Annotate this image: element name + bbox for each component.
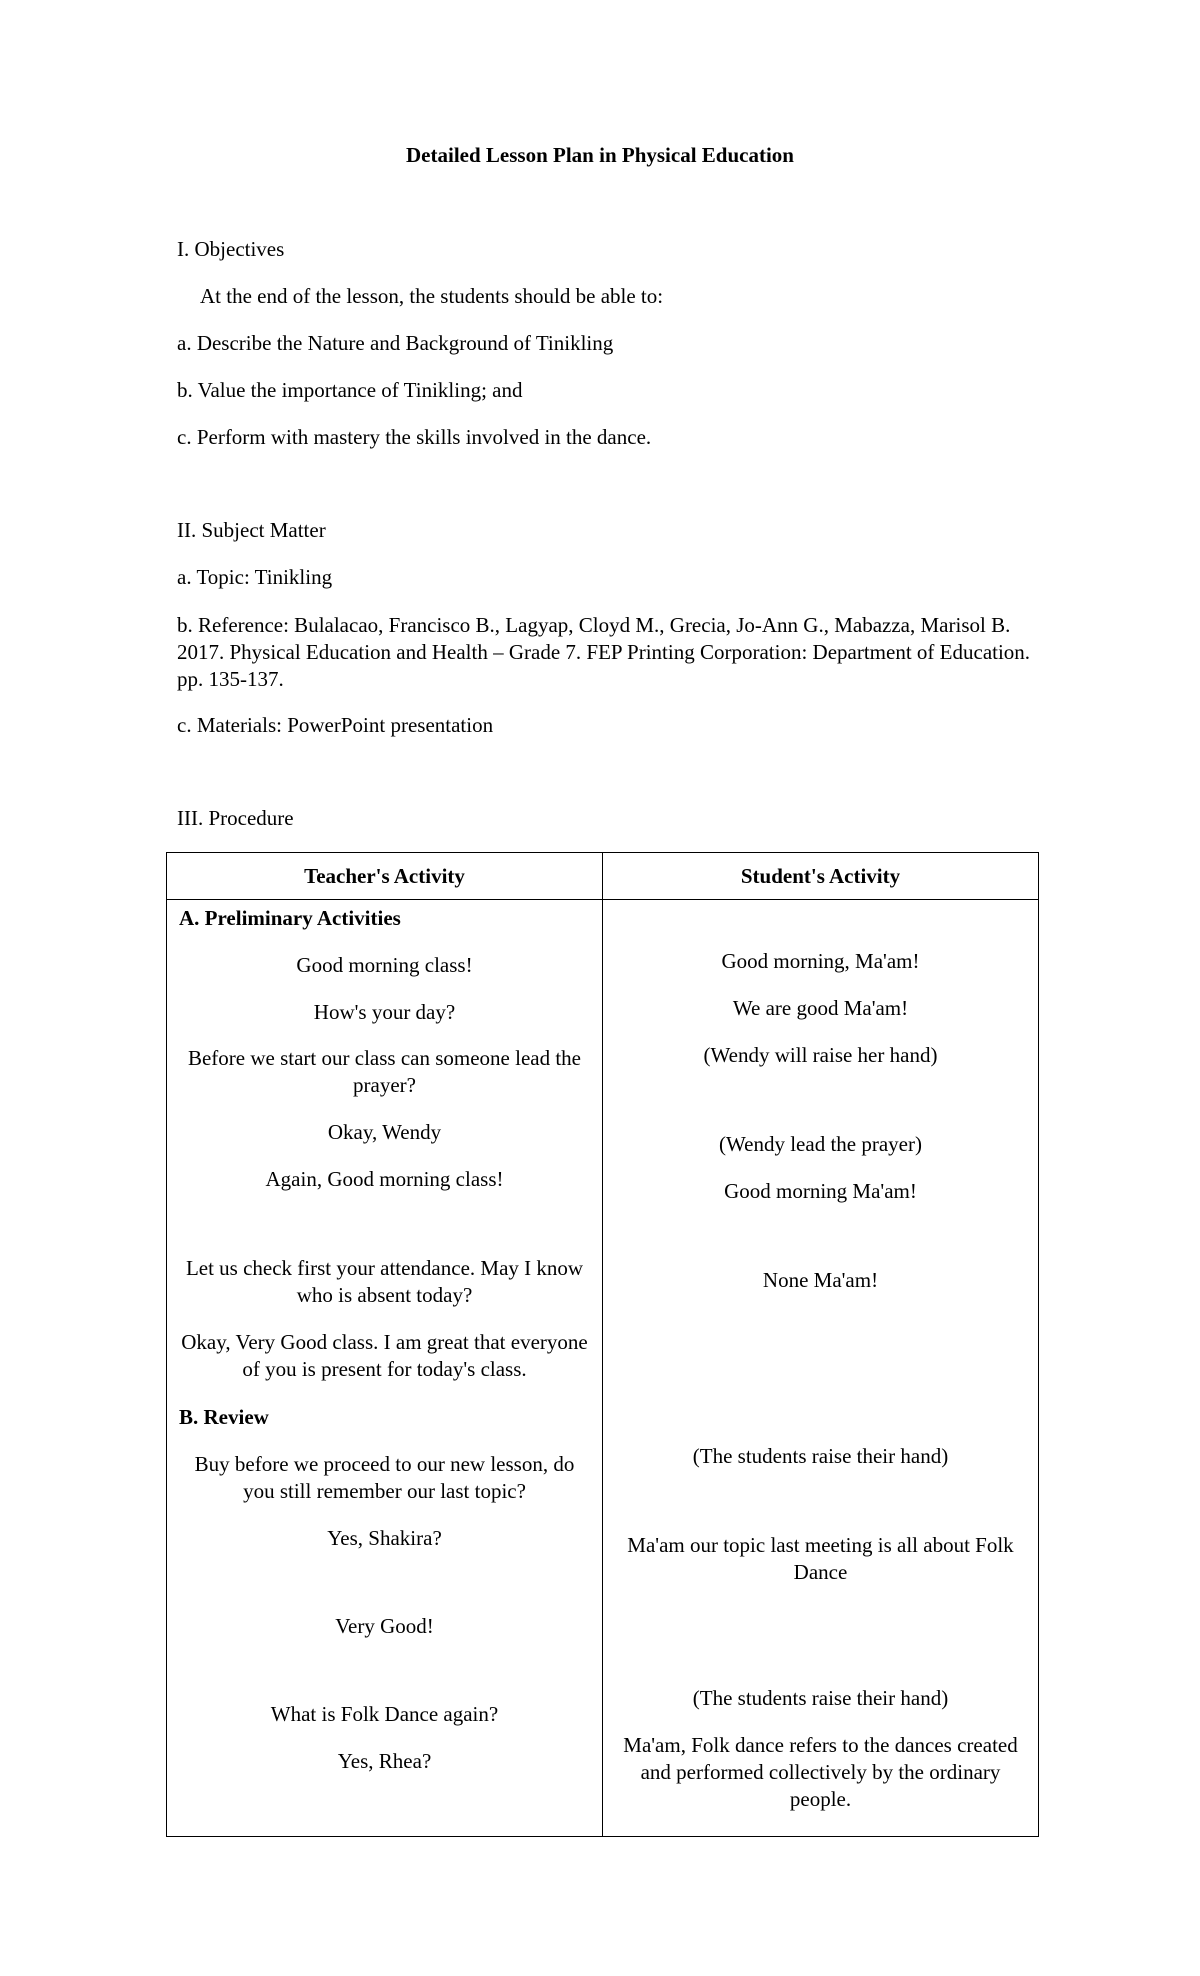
student-line: (The students raise their hand) <box>692 1686 949 1710</box>
teacher-line: Buy before we proceed to our new lesson, do you still remember our last topic? <box>194 1452 575 1503</box>
table-header-row <box>167 853 1039 900</box>
teacher-activity-header: Teacher's Activity <box>167 853 603 900</box>
teacher-line: Yes, Rhea? <box>337 1749 432 1773</box>
subject-matter-heading: II. Subject Matter <box>177 518 326 542</box>
teacher-line: What is Folk Dance again? <box>270 1702 499 1726</box>
objective-item: c. Perform with mastery the skills involved in the dance. <box>177 425 652 449</box>
student-activity-header: Student's Activity <box>603 853 1039 900</box>
subject-materials: c. Materials: PowerPoint presentation <box>177 713 494 737</box>
teacher-line: Okay, Wendy <box>327 1120 442 1144</box>
teacher-column <box>167 900 603 1837</box>
teacher-line: Okay, Very Good class. I am great that everyone of you is present for today's class. <box>181 1330 588 1381</box>
teacher-line: Before we start our class can someone lead the prayer? <box>187 1046 581 1097</box>
teacher-line: Again, Good morning class! <box>265 1167 504 1191</box>
subject-reference: b. Reference: Bulalacao, Francisco B., Lagyap, Cloyd M., Grecia, Jo-Ann G., Mabazza, Marisol B. 2017. Physical Education and Health – Grade 7. FEP Printing Corporation: Department of Education. pp. 135-137. <box>177 613 1031 691</box>
page-title: Detailed Lesson Plan in Physical Education <box>406 143 794 167</box>
teacher-line: Very Good! <box>335 1614 434 1638</box>
student-column <box>603 900 1039 1837</box>
subject-topic: a. Topic: Tinikling <box>177 565 333 589</box>
objectives-heading: I. Objectives <box>177 237 285 261</box>
student-line: Good morning, Ma'am! <box>721 949 920 973</box>
student-line: Ma'am, Folk dance refers to the dances created and performed collectively by the ordinary people. <box>623 1733 1018 1811</box>
student-line: (Wendy will raise her hand) <box>703 1043 938 1067</box>
student-line: (The students raise their hand) <box>692 1444 949 1468</box>
teacher-line: How's your day? <box>313 1000 456 1024</box>
table-body-row <box>167 900 1039 1837</box>
procedure-table <box>166 852 1039 1837</box>
student-line: None Ma'am! <box>762 1268 879 1292</box>
objective-item: b. Value the importance of Tinikling; and <box>177 378 523 402</box>
procedure-heading: III. Procedure <box>177 806 294 830</box>
objectives-intro: At the end of the lesson, the students should be able to: <box>200 284 664 308</box>
student-line: We are good Ma'am! <box>732 996 909 1020</box>
student-line: Good morning Ma'am! <box>724 1179 917 1203</box>
student-line: Ma'am our topic last meeting is all about Folk Dance <box>627 1533 1014 1584</box>
teacher-line: Let us check first your attendance. May I know who is absent today? <box>185 1256 584 1307</box>
teacher-line: Good morning class! <box>296 953 473 977</box>
student-line: (Wendy lead the prayer) <box>719 1132 922 1156</box>
section-review-heading: B. Review <box>179 1405 269 1429</box>
objective-item: a. Describe the Nature and Background of Tinikling <box>177 331 614 355</box>
section-preliminary-heading: A. Preliminary Activities <box>179 906 401 930</box>
teacher-line: Yes, Shakira? <box>327 1526 442 1550</box>
